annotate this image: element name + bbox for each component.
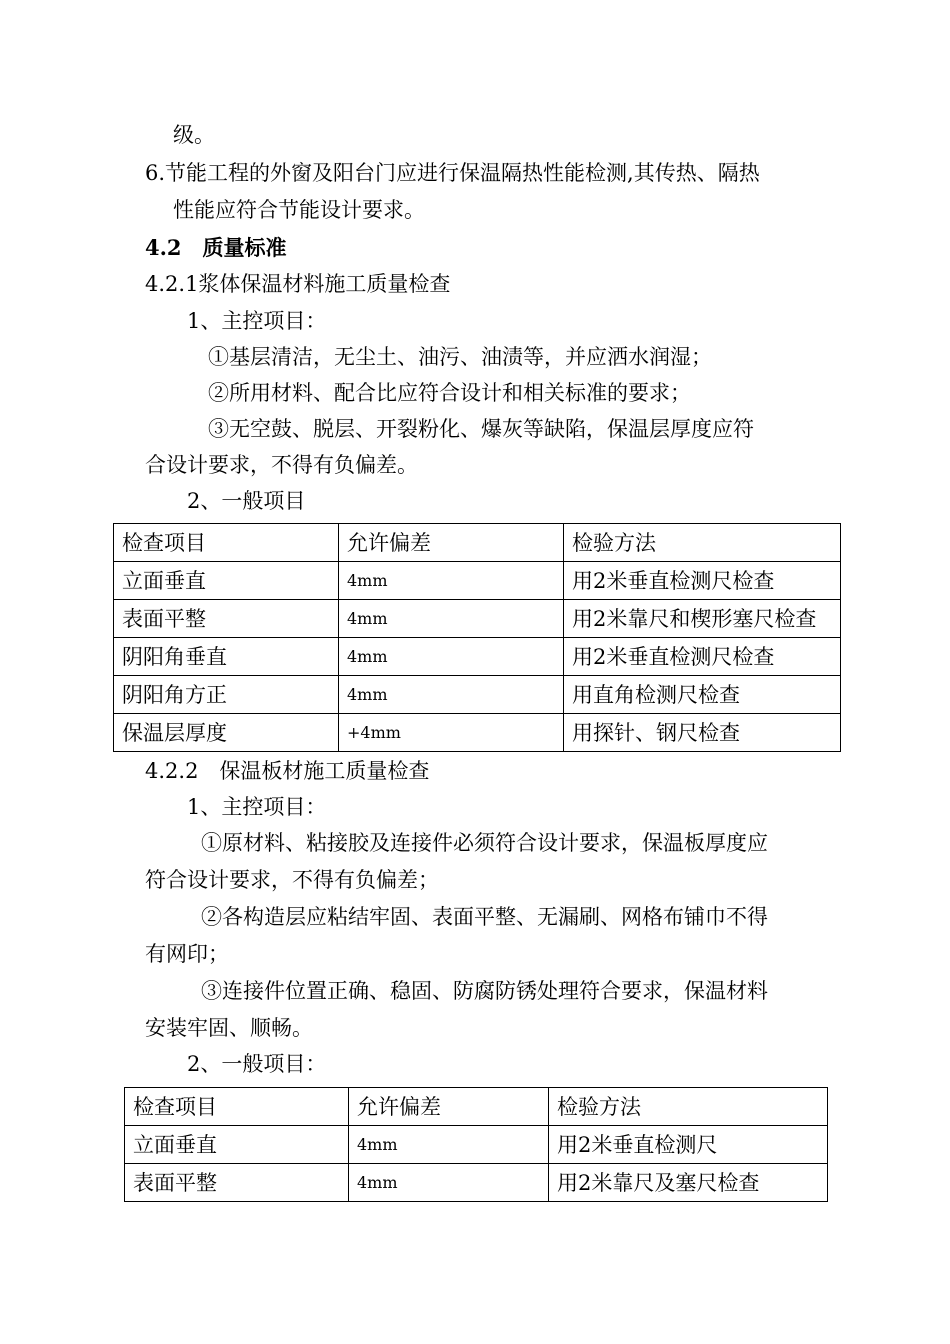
general-items-label-2: 2、一般项目：: [187, 1052, 327, 1076]
table-cell: 4mm: [339, 676, 564, 714]
main-item-2-3-line-2: 安装牢固、顺畅。: [145, 1016, 313, 1040]
table-slurry-general-items: [113, 523, 841, 752]
table-cell: 阴阳角垂直: [114, 638, 339, 676]
table-cell: 用2米垂直检测尺检查: [564, 562, 841, 600]
table-row: [114, 600, 841, 638]
table-cell: 用2米垂直检测尺检查: [564, 638, 841, 676]
main-items-label-1: 1、主控项目：: [187, 309, 327, 333]
table-cell: 4mm: [339, 638, 564, 676]
header-cell: 允许偏差: [349, 1088, 549, 1126]
table-cell: 立面垂直: [114, 562, 339, 600]
general-items-label-1: 2、一般项目: [187, 489, 306, 513]
paragraph-continuation: 级。: [173, 123, 215, 147]
main-item-1-2: ②所用材料、配合比应符合设计和相关标准的要求；: [208, 381, 691, 405]
table-header-row: [114, 524, 841, 562]
main-items-label-2: 1、主控项目：: [187, 795, 327, 819]
item-6-line-2: 性能应符合节能设计要求。: [173, 198, 425, 222]
table-cell: 4mm: [339, 562, 564, 600]
main-item-2-2-line-1: ②各构造层应粘结牢固、表面平整、无漏刷、网格布铺巾不得: [201, 905, 768, 929]
table-cell: 用2米垂直检测尺: [549, 1126, 828, 1164]
subsection-heading-4-2-2: 4.2.2 保温板材施工质量检查: [145, 759, 430, 783]
table-cell: 4mm: [349, 1126, 549, 1164]
section-heading-4-2: 4.2 质量标准: [145, 235, 287, 260]
table-cell: 4mm: [349, 1164, 549, 1202]
table-row: [125, 1126, 828, 1164]
header-cell: 允许偏差: [339, 524, 564, 562]
item-6-line-1: 6.节能工程的外窗及阳台门应进行保温隔热性能检测,其传热、隔热: [145, 161, 760, 185]
table-cell: +4mm: [339, 714, 564, 752]
table-cell: 4mm: [339, 600, 564, 638]
main-item-1-3-line-1: ③无空鼓、脱层、开裂粉化、爆灰等缺陷，保温层厚度应符: [208, 417, 754, 441]
table-cell: 阴阳角方正: [114, 676, 339, 714]
table-row: [114, 714, 841, 752]
main-item-2-1-line-1: ①原材料、粘接胶及连接件必须符合设计要求，保温板厚度应: [201, 831, 768, 855]
header-cell: 检验方法: [549, 1088, 828, 1126]
main-item-1-3-line-2: 合设计要求，不得有负偏差。: [145, 453, 418, 477]
table-header-row: [125, 1088, 828, 1126]
table-row: [114, 638, 841, 676]
header-cell: 检查项目: [125, 1088, 349, 1126]
table-cell: 表面平整: [114, 600, 339, 638]
main-item-2-1-line-2: 符合设计要求，不得有负偏差；: [145, 868, 439, 892]
main-item-1-1: ①基层清洁，无尘土、油污、油渍等，并应洒水润湿；: [208, 345, 712, 369]
table-cell: 用直角检测尺检查: [564, 676, 841, 714]
table-cell: 用探针、钢尺检查: [564, 714, 841, 752]
table-row: [114, 676, 841, 714]
table-row: [125, 1164, 828, 1202]
table-cell: 保温层厚度: [114, 714, 339, 752]
table-cell: 用2米靠尺及塞尺检查: [549, 1164, 828, 1202]
header-cell: 检查项目: [114, 524, 339, 562]
header-cell: 检验方法: [564, 524, 841, 562]
table-board-general-items: [124, 1087, 828, 1202]
table-cell: 用2米靠尺和楔形塞尺检查: [564, 600, 841, 638]
table-cell: 立面垂直: [125, 1126, 349, 1164]
subsection-heading-4-2-1: 4.2.1浆体保温材料施工质量检查: [145, 272, 451, 296]
table-row: [114, 562, 841, 600]
main-item-2-3-line-1: ③连接件位置正确、稳固、防腐防锈处理符合要求，保温材料: [201, 979, 768, 1003]
main-item-2-2-line-2: 有网印；: [145, 942, 229, 966]
table-cell: 表面平整: [125, 1164, 349, 1202]
